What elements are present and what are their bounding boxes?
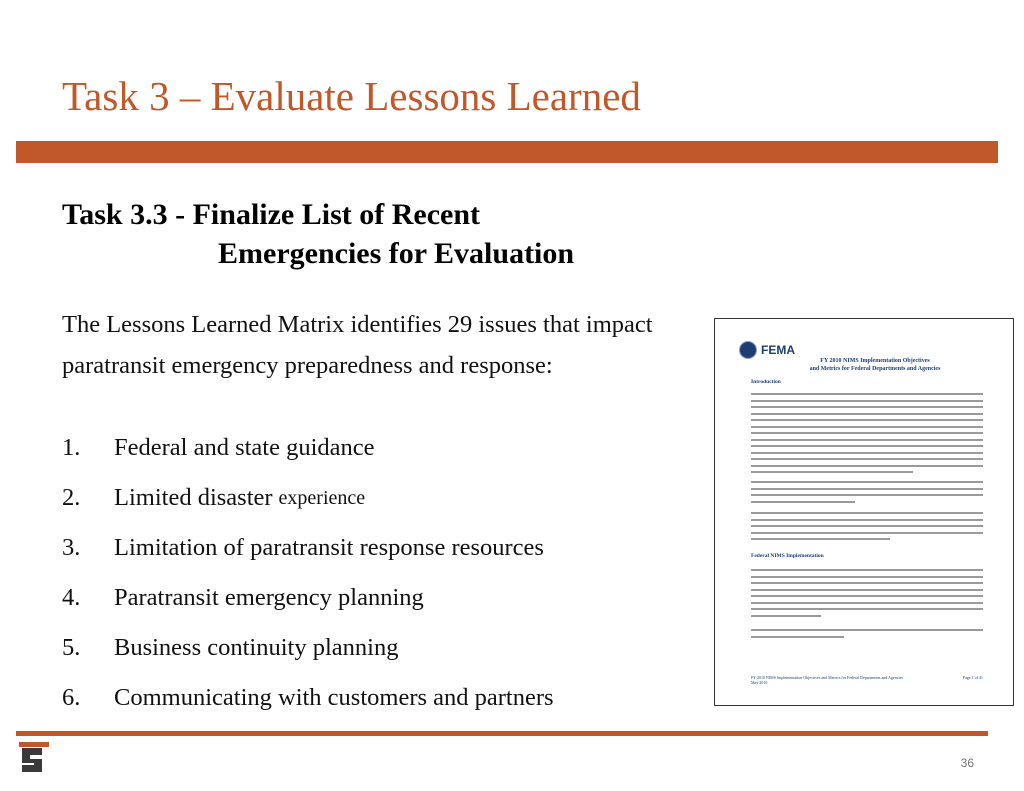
document-footer-page: Page 1 of 41: [962, 675, 983, 680]
title-divider-bar: [16, 141, 998, 163]
document-title-line-1: FY 2010 NIMS Implementation Objectives: [820, 358, 930, 364]
document-text-block: [751, 629, 983, 642]
subtitle-line-2: Emergencies for Evaluation: [218, 237, 575, 270]
intro-paragraph: The Lessons Learned Matrix identifies 29 issues that impact paratransit emergency preparedness and response:: [62, 311, 653, 379]
footer-divider-bar: [16, 731, 988, 736]
list-item-text: Paratransit emergency planning: [114, 584, 424, 611]
document-title-line-2: and Metrics for Federal Departments and Agencies: [809, 366, 941, 372]
list-item: [62, 484, 554, 534]
document-text-block: [751, 512, 983, 545]
organization-logo-icon: [16, 740, 52, 776]
list-item-number: 5.: [62, 634, 81, 661]
list-item-text-small: experience: [278, 487, 366, 509]
list-item-text: Communicating with customers and partners: [114, 684, 554, 711]
page-number: 36: [960, 756, 974, 770]
dhs-seal-icon: [739, 341, 757, 359]
list-item-number: 1.: [62, 434, 81, 461]
list-item-number: 3.: [62, 534, 81, 561]
list-item-text: Federal and state guidance: [114, 434, 375, 461]
slide-title: Task 3 – Evaluate Lessons Learned: [62, 73, 641, 119]
slide-subtitle: [62, 195, 574, 273]
document-heading-federal-nims: Federal NIMS Implementation: [751, 553, 824, 559]
document-footer-date: May 2010: [751, 680, 768, 685]
list-item-text: Business continuity planning: [114, 634, 399, 661]
document-heading-introduction: Introduction: [751, 379, 781, 385]
subtitle-line-1: Task 3.3 - Finalize List of Recent: [62, 198, 481, 231]
list-item-number: 2.: [62, 484, 81, 511]
document-text-block: [751, 393, 983, 478]
document-title: [775, 357, 975, 373]
list-item-number: 4.: [62, 584, 81, 611]
list-item: [62, 684, 554, 734]
list-item: [62, 434, 554, 484]
list-item-text: Limited disaster: [114, 484, 273, 511]
document-footer: [751, 675, 983, 685]
document-thumbnail: [714, 318, 1014, 706]
document-text-block: [751, 481, 983, 507]
list-item: [62, 584, 554, 634]
document-footer-title: FY 2010 NIMS Implementation Objectives and Metrics for Federal Departments and Agencies: [751, 675, 903, 680]
list-item-number: 6.: [62, 684, 81, 711]
list-item-text: Limitation of paratransit response resources: [114, 534, 544, 561]
fema-logo-text: FEMA: [761, 343, 795, 357]
issues-list: [62, 434, 554, 734]
list-item: [62, 634, 554, 684]
document-text-block: [751, 569, 983, 621]
list-item: [62, 534, 554, 584]
